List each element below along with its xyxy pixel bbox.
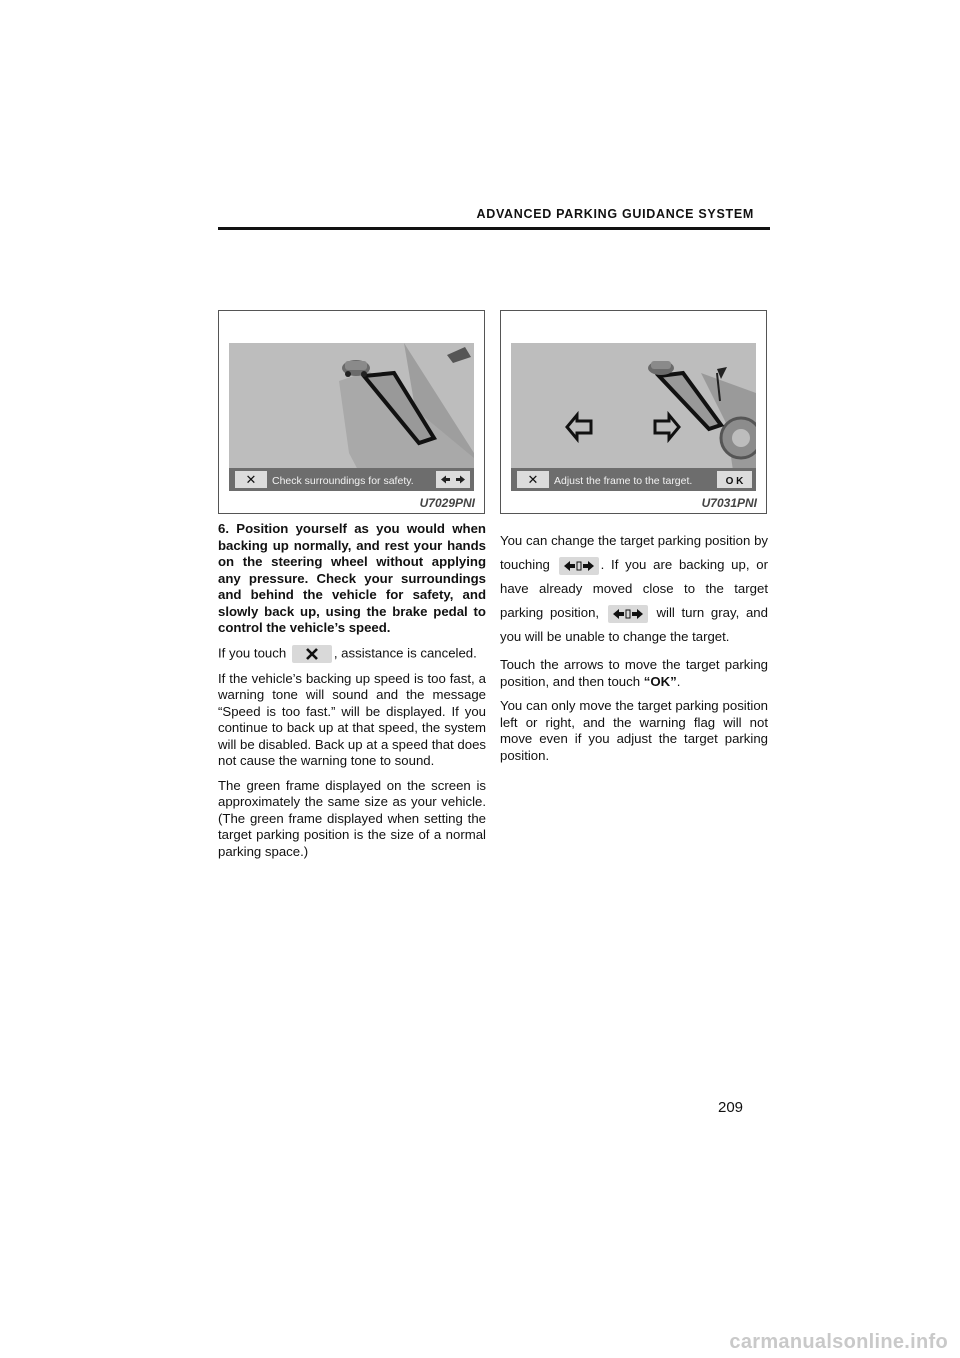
change-paragraph (500, 529, 768, 649)
speed-paragraph: If the vehicle’s backing up speed is too fast, a warning tone will sound and the message “Speed is too fast.” will be displayed. If you continue to back up at that speed, the system will be disabled. Back up at a speed that does not cause the warning tone to sound. (218, 670, 486, 768)
page-number: 209 (718, 1099, 744, 1116)
left-right-arrow-icon (608, 605, 648, 623)
header-rule (218, 227, 770, 230)
screen-cancel-glyph: ✕ (527, 473, 539, 488)
camera-screen (229, 343, 474, 491)
right-column (500, 529, 768, 772)
camera-screen (511, 343, 756, 491)
inline-adjust-button-2 (608, 605, 648, 623)
inline-cancel-button (292, 645, 332, 663)
left-column (218, 521, 486, 868)
close-icon (292, 645, 332, 663)
cancel-text-pre: If you touch (218, 644, 287, 660)
arrows-text-post: . (676, 673, 681, 689)
ok-text: “OK” (643, 673, 677, 689)
arrows-text-pre: Touch the arrows to move the target parking position, and then touch (500, 657, 768, 689)
note-paragraph: You can only move the target parking position left or right, and the warning flag will not move even if you adjust the target parking position. (500, 698, 768, 763)
screen-ok-label: O K (725, 476, 744, 487)
figure-adjust-frame (500, 310, 767, 514)
change-text-pre: You can change the target parking position by touching (500, 533, 768, 572)
change-text-post: will turn gray, and you will be unable to change the target. (500, 605, 768, 644)
frame-paragraph: The green frame displayed on the screen is approximately the same size as your vehicle. (The green frame displayed when setting the target parking position is the size of a normal parking space.) (218, 777, 486, 859)
screen-message: Adjust the frame to the target. (554, 475, 693, 487)
figure-code: U7029PNI (419, 496, 475, 510)
change-text-mid: . If you are backing up, or have already moved close to the target parking position, (500, 557, 768, 620)
inline-adjust-button (559, 557, 599, 575)
watermark: carmanualsonline.info (729, 1331, 948, 1353)
car-icon (342, 360, 370, 377)
arrows-paragraph (500, 657, 768, 690)
screen-message: Check surroundings for safety. (272, 475, 414, 487)
step-6: 6. Position yourself as you would when backing up normally, and rest your hands on the steering wheel without applying any pressure. Check your surroundings and behind the vehicle for safety, and slowly back up, using the brake pedal to control the vehicle’s speed. (218, 521, 486, 635)
cancel-paragraph (218, 645, 486, 663)
cancel-text-post: , assistance is canceled. (333, 644, 477, 660)
running-header: ADVANCED PARKING GUIDANCE SYSTEM (476, 207, 754, 221)
screen-cancel-glyph: ✕ (245, 473, 257, 488)
figure-check-surroundings (218, 310, 485, 514)
figure-code: U7031PNI (701, 496, 757, 510)
left-right-arrow-icon (559, 557, 599, 575)
car-icon (648, 361, 674, 375)
